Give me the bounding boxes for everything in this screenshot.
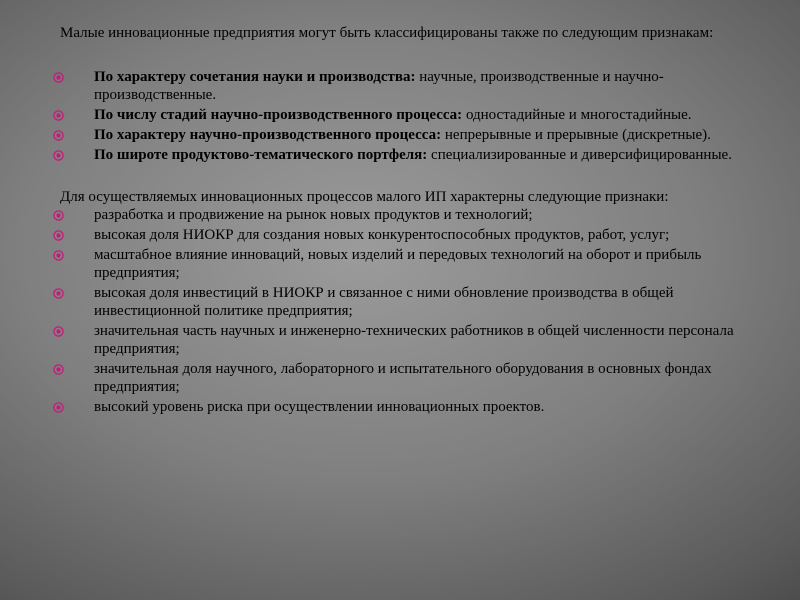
- section2-intro: Для осуществляемых инновационных процессов малого ИП характерны следующие признаки:: [60, 189, 669, 205]
- classification-item: [52, 126, 762, 144]
- circled-bullet-icon: [53, 230, 64, 241]
- feature-item: [52, 206, 762, 224]
- feature-item: [52, 360, 762, 396]
- classification-item: [52, 106, 762, 124]
- classification-desc: научные, производственные и научно-производственные.: [94, 69, 664, 103]
- classification-term: По характеру сочетания науки и производства:: [94, 69, 416, 85]
- feature-item: [52, 246, 762, 282]
- classification-term: По широте продуктово-тематического портфеля:: [94, 147, 428, 163]
- circled-bullet-icon: [53, 130, 64, 141]
- circled-bullet-icon: [53, 110, 64, 121]
- features-list: [52, 206, 762, 416]
- feature-item: [52, 398, 762, 416]
- circled-bullet-icon: [53, 364, 64, 375]
- feature-text: высокий уровень риска при осуществлении инновационных проектов.: [94, 399, 545, 415]
- feature-text: значительная часть научных и инженерно-технических работников в общей численности персонала предприятия;: [94, 323, 734, 357]
- circled-bullet-icon: [53, 72, 64, 83]
- feature-text: высокая доля инвестиций в НИОКР и связанное с ними обновление производства в общей инвестиционной политике предприятия;: [94, 285, 674, 319]
- feature-item: [52, 226, 762, 244]
- classification-item: [52, 146, 762, 164]
- classification-desc: непрерывные и прерывные (дискретные).: [441, 127, 711, 143]
- intro-paragraph: Малые инновационные предприятия могут быть классифицированы также по следующим признакам:: [60, 25, 714, 41]
- feature-item: [52, 322, 762, 358]
- feature-text: значительная доля научного, лабораторного и испытательного оборудования в основных фондах предприятия;: [94, 361, 712, 395]
- classification-term: По числу стадий научно-производственного процесса:: [94, 107, 463, 123]
- circled-bullet-icon: [53, 150, 64, 161]
- classification-term: По характеру научно-производственного процесса:: [94, 127, 442, 143]
- feature-text: масштабное влияние инноваций, новых изделий и передовых технологий на оборот и прибыль предприятия;: [94, 247, 702, 281]
- circled-bullet-icon: [53, 288, 64, 299]
- feature-text: высокая доля НИОКР для создания новых конкурентоспособных продуктов, работ, услуг;: [94, 227, 670, 243]
- circled-bullet-icon: [53, 326, 64, 337]
- circled-bullet-icon: [53, 402, 64, 413]
- classification-desc: специализированные и диверсифицированные.: [427, 147, 732, 163]
- classification-list: [52, 68, 762, 164]
- classification-desc: одностадийные и многостадийные.: [462, 107, 692, 123]
- circled-bullet-icon: [53, 250, 64, 261]
- slide-content: [52, 24, 762, 418]
- classification-item: [52, 68, 762, 104]
- feature-text: разработка и продвижение на рынок новых продуктов и технологий;: [94, 207, 533, 223]
- circled-bullet-icon: [53, 210, 64, 221]
- feature-item: [52, 284, 762, 320]
